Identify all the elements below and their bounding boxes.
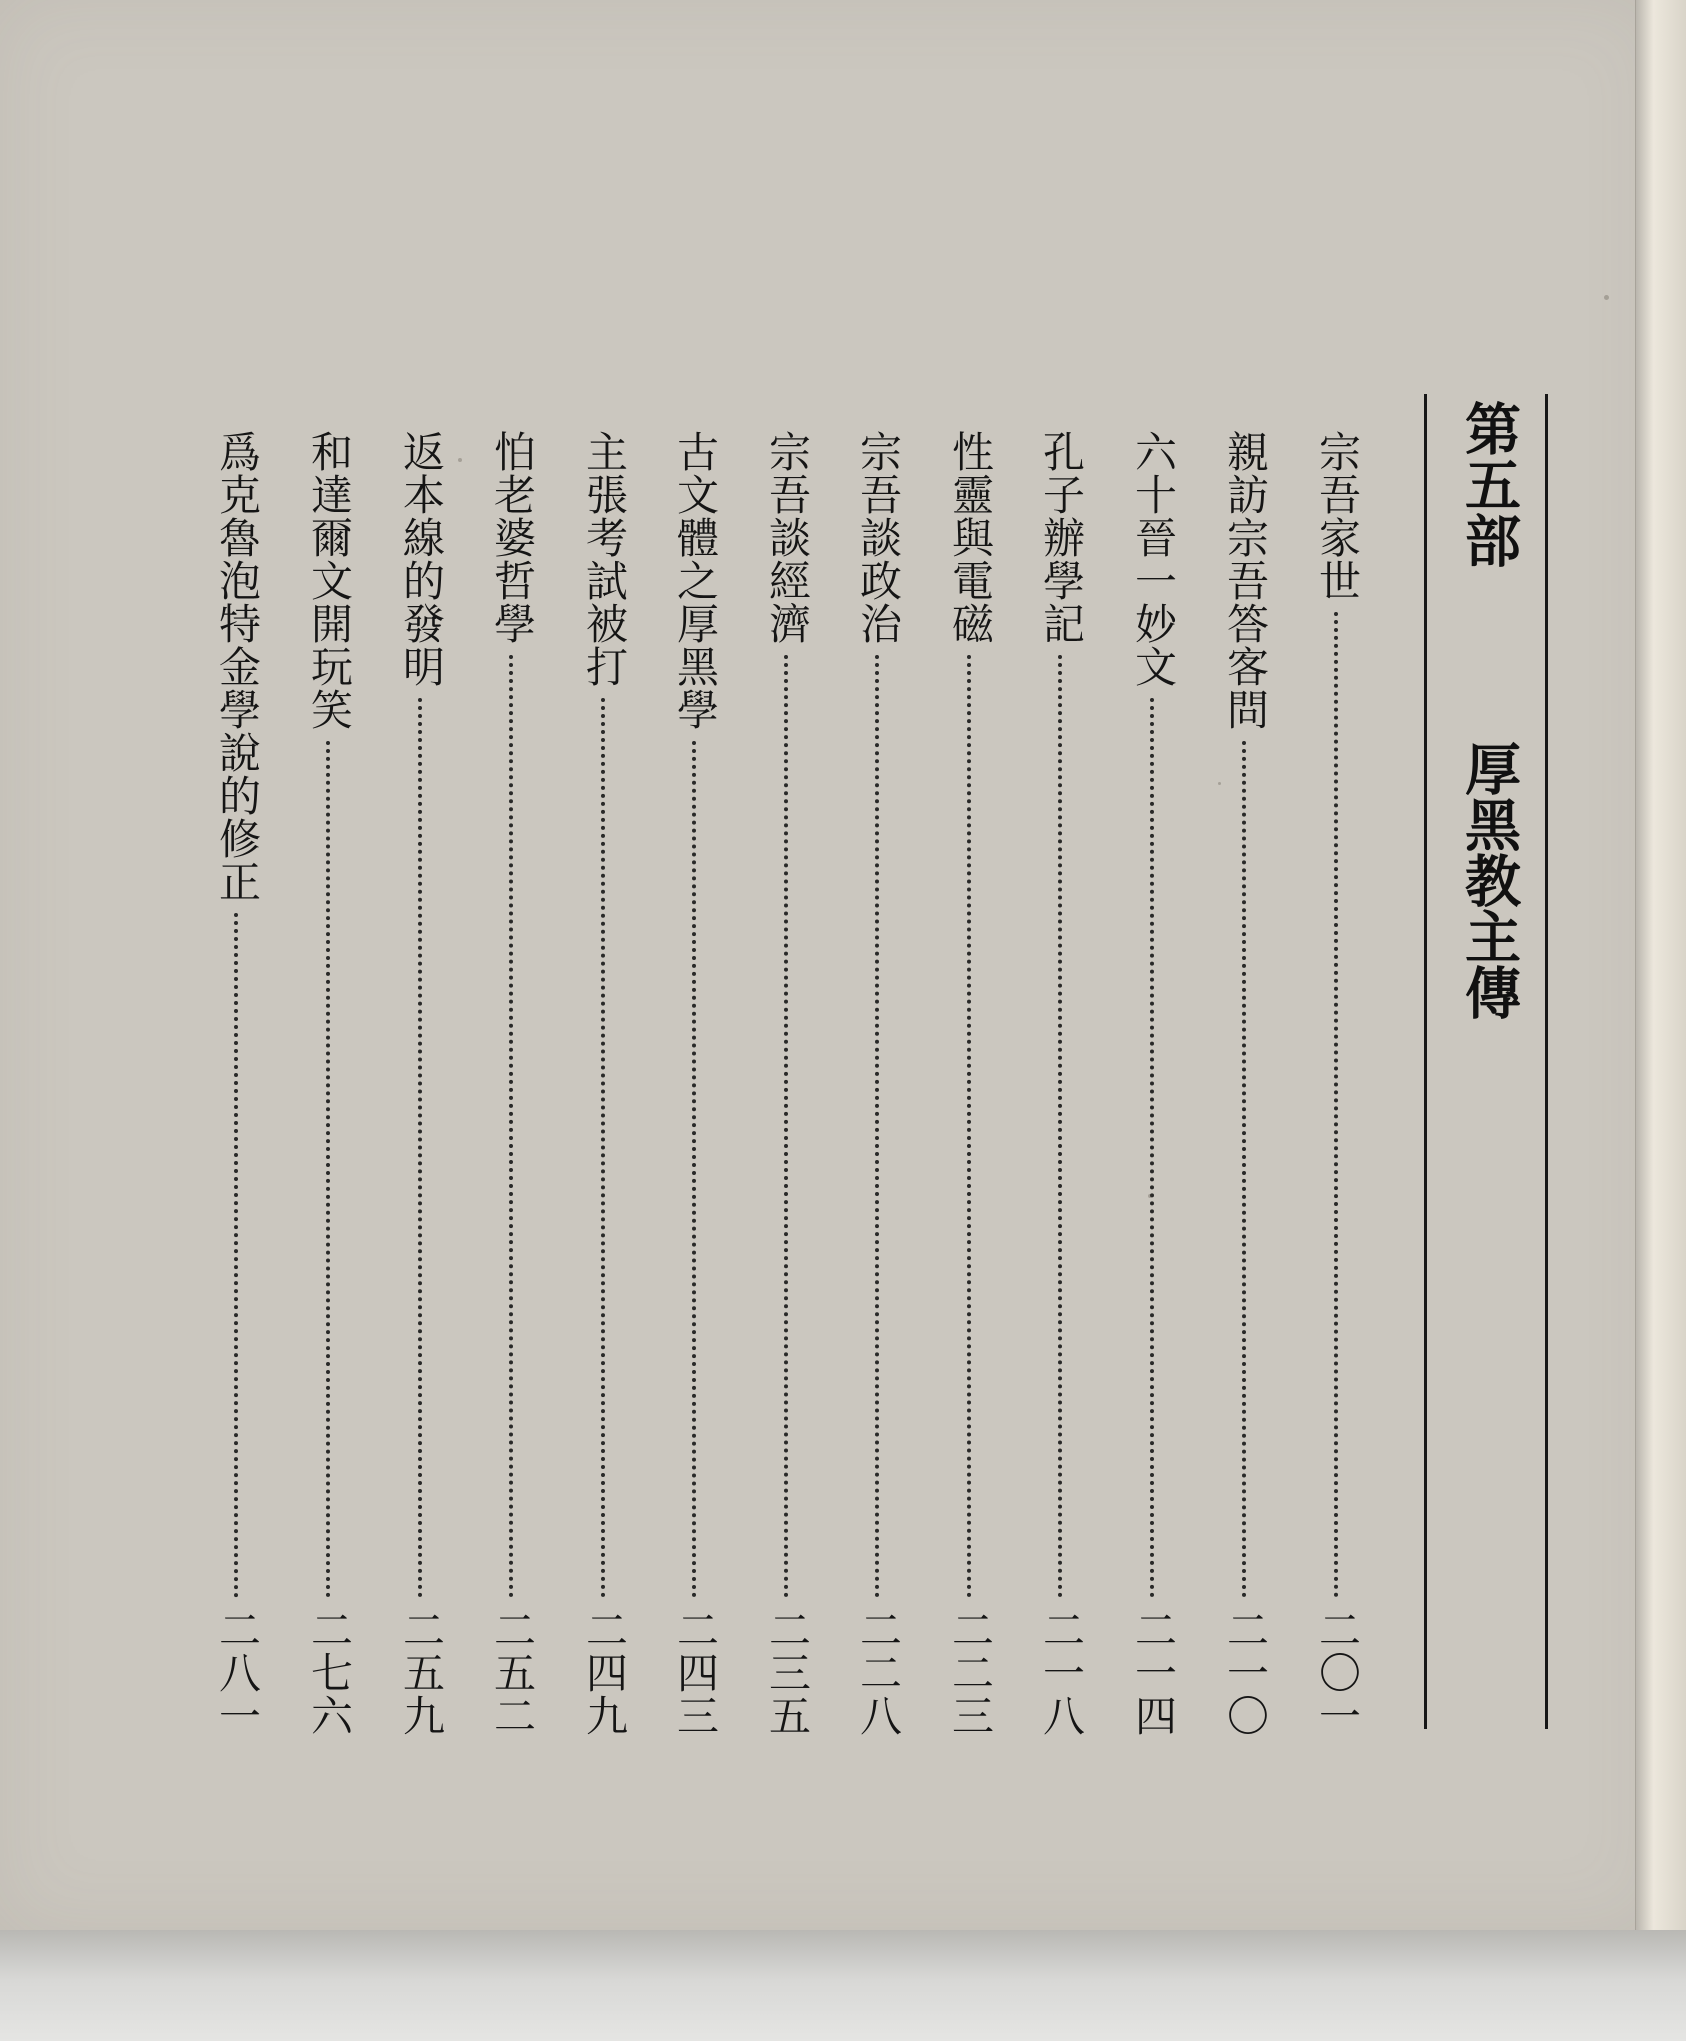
page-number: 二五二 <box>488 1608 537 1737</box>
page-number: 二七六 <box>305 1608 354 1737</box>
part-heading <box>1456 400 1520 1020</box>
entry-title: 和達爾文開玩笑 <box>305 430 354 731</box>
page-number: 二一〇 <box>1221 1608 1270 1737</box>
dot-leader <box>234 913 244 1598</box>
page-number: 二八一 <box>213 1608 262 1737</box>
page-number: 二一四 <box>1129 1608 1178 1737</box>
entry-title: 宗吾談政治 <box>854 430 903 645</box>
dot-leader <box>1150 698 1160 1598</box>
toc-entry-13[interactable] <box>208 430 266 1750</box>
page-number: 二二八 <box>854 1608 903 1737</box>
dot-leader <box>1334 612 1344 1598</box>
page-number: 二五九 <box>397 1608 446 1737</box>
dot-leader <box>418 698 428 1598</box>
toc-entry-12[interactable] <box>300 430 358 1750</box>
toc-entry-8[interactable] <box>666 430 724 1750</box>
entry-title: 古文體之厚黑學 <box>671 430 720 731</box>
dot-leader <box>692 741 702 1598</box>
paper-speck <box>1604 295 1609 300</box>
dot-leader <box>509 655 519 1598</box>
entry-title: 怕老婆哲學 <box>488 430 537 645</box>
part-title: 厚黑教主傳 <box>1456 740 1521 1020</box>
entry-title: 宗吾家世 <box>1313 430 1362 602</box>
entry-title: 宗吾談經濟 <box>763 430 812 645</box>
toc-entry-4[interactable] <box>1032 430 1090 1750</box>
entry-title: 親訪宗吾答客問 <box>1221 430 1270 731</box>
toc-entry-10[interactable] <box>483 430 541 1750</box>
entry-title: 爲克魯泡特金學說的修正 <box>213 430 262 903</box>
entry-title: 孔子辦學記 <box>1037 430 1086 645</box>
paper-speck <box>1218 782 1221 785</box>
toc-entry-11[interactable] <box>392 430 450 1750</box>
toc-entry-9[interactable] <box>575 430 633 1750</box>
page-number: 二〇一 <box>1313 1608 1362 1737</box>
adjacent-page-edge <box>1635 0 1686 2041</box>
heading-spacer <box>1488 633 1489 675</box>
toc-entry-6[interactable] <box>849 430 907 1750</box>
dot-leader <box>784 655 794 1598</box>
outer-vertical-rule <box>1545 394 1548 1729</box>
inner-vertical-rule <box>1424 394 1427 1729</box>
toc-entry-3[interactable] <box>1124 430 1182 1750</box>
entry-title: 主張考試被打 <box>580 430 629 688</box>
toc-entry-5[interactable] <box>941 430 999 1750</box>
page-number: 二一八 <box>1037 1608 1086 1737</box>
paper-speck <box>1148 1194 1152 1198</box>
page-number: 二三五 <box>763 1608 812 1737</box>
entry-title: 性靈與電磁 <box>946 430 995 645</box>
page-number: 二四九 <box>580 1608 629 1737</box>
paper-speck <box>458 458 462 462</box>
dot-leader <box>1058 655 1068 1598</box>
page-number: 二二三 <box>946 1608 995 1737</box>
dot-leader <box>1242 741 1252 1598</box>
dot-leader <box>967 655 977 1598</box>
entry-title: 返本線的發明 <box>397 430 446 688</box>
part-label: 第五部 <box>1456 400 1521 568</box>
page-number: 二四三 <box>671 1608 720 1737</box>
toc-entry-2[interactable] <box>1216 430 1274 1750</box>
dot-leader <box>875 655 885 1598</box>
dot-leader <box>601 698 611 1598</box>
dot-leader <box>326 741 336 1598</box>
toc-entry-7[interactable] <box>758 430 816 1750</box>
entry-title: 六十晉一妙文 <box>1129 430 1178 688</box>
bottom-shadow <box>0 1930 1686 2041</box>
toc-entry-1[interactable] <box>1308 430 1366 1750</box>
